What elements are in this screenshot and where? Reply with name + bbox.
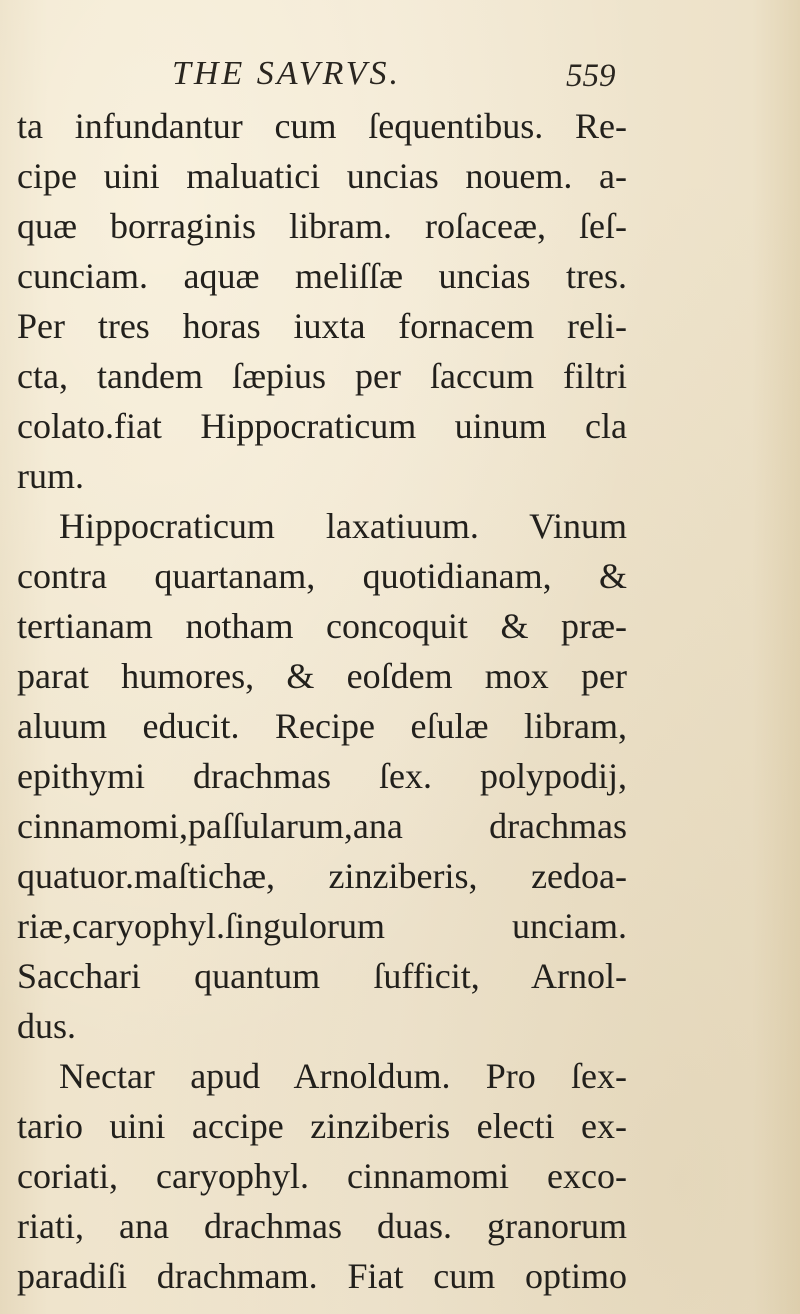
text-line: quæ borraginis libram. roſaceæ, ſeſ-	[17, 206, 627, 246]
text-line: coriati, caryophyl. cinnamomi exco-	[17, 1156, 627, 1196]
page-number: 559	[566, 58, 616, 94]
text-line: rum.	[17, 456, 84, 496]
running-head	[0, 52, 800, 96]
text-line: dus.	[17, 1006, 77, 1046]
text-line: epithymi drachmas ſex. polypodij,	[17, 756, 627, 796]
text-line: Nectar apud Arnoldum. Pro ſex-	[59, 1056, 627, 1096]
text-line: cinnamomi,paſſularum,ana drachmas	[17, 806, 627, 846]
text-line: Hippocraticum laxatiuum. Vinum	[59, 506, 627, 546]
text-line: ta infundantur cum ſequentibus. Re-	[17, 106, 627, 146]
text-line: quatuor.maſtichæ, zinziberis, zedoa-	[17, 856, 627, 896]
text-line: paradiſi drachmam. Fiat cum optimo	[17, 1256, 627, 1296]
text-line: tario uini accipe zinziberis electi ex-	[17, 1106, 627, 1146]
text-line: riæ,caryophyl.ſingulorum unciam.	[17, 906, 627, 946]
text-line: cipe uini maluatici uncias nouem. a-	[17, 156, 627, 196]
text-line: parat humores, & eoſdem mox per	[17, 656, 627, 696]
text-line: tertianam notham concoquit & præ-	[17, 606, 627, 646]
text-line: aluum educit. Recipe eſulæ libram,	[17, 706, 627, 746]
text-line: cunciam. aquæ meliſſæ uncias tres.	[17, 256, 627, 296]
text-line: contra quartanam, quotidianam, &	[17, 556, 627, 596]
body-text	[17, 101, 627, 1301]
text-line: Per tres horas iuxta fornacem reli-	[17, 306, 627, 346]
text-line: Sacchari quantum ſufficit, Arnol-	[17, 956, 627, 996]
text-line: colato.fiat Hippocraticum uinum cla	[17, 406, 627, 446]
text-line: riati, ana drachmas duas. granorum	[17, 1206, 627, 1246]
running-head-title: THE SAVRVS.	[172, 55, 401, 92]
text-line: cta, tandem ſæpius per ſaccum filtri	[17, 356, 627, 396]
